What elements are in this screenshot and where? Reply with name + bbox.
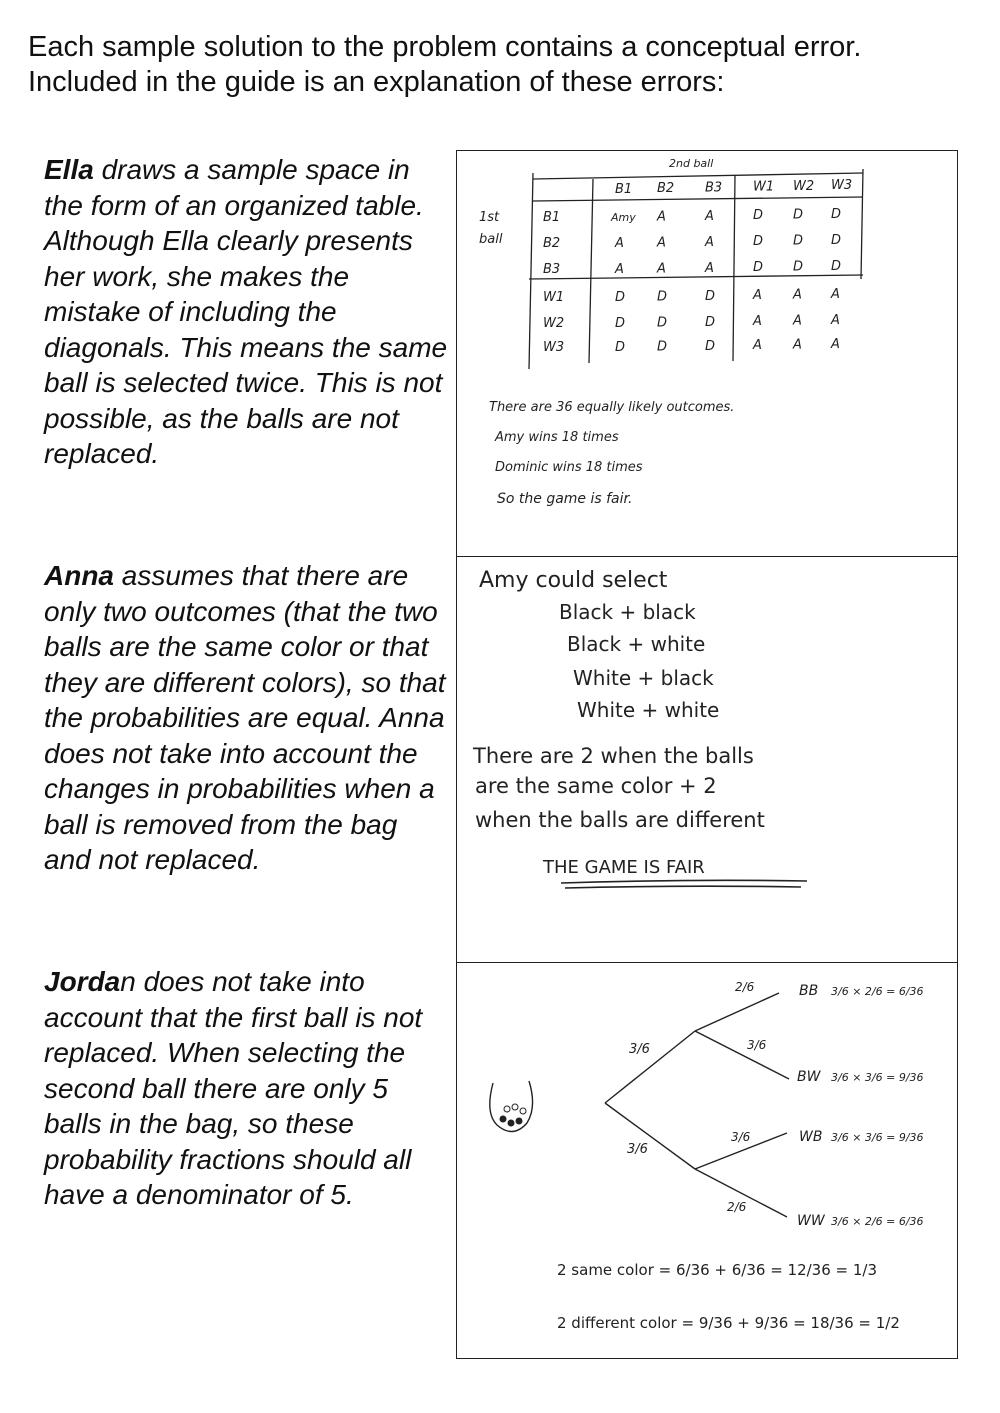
table-cell: D bbox=[753, 260, 764, 276]
outcome-calculations bbox=[797, 983, 924, 1229]
table-cell: D bbox=[753, 234, 764, 250]
intro-line-1: Each sample solution to the problem contains a conceptual error. bbox=[28, 31, 862, 63]
anna-work-drawing bbox=[457, 557, 957, 963]
anna-explanation bbox=[44, 558, 449, 878]
table-cell: A bbox=[831, 313, 840, 328]
intro-text bbox=[28, 30, 978, 100]
table-cell: A bbox=[753, 288, 762, 304]
branch-probability: 3/6 bbox=[627, 1142, 648, 1157]
table-cell: D bbox=[831, 259, 842, 274]
outcome-label: BW bbox=[797, 1069, 821, 1085]
table-cell: D bbox=[615, 316, 626, 331]
table-cell: A bbox=[793, 337, 802, 353]
outcome-label: BB bbox=[799, 983, 819, 999]
tree-diagram bbox=[605, 993, 789, 1217]
table-cell: D bbox=[705, 288, 716, 304]
table-cell: A bbox=[615, 262, 624, 277]
work-line: Black + white bbox=[567, 632, 706, 656]
table-cell: D bbox=[615, 290, 626, 305]
table-cell: A bbox=[657, 261, 666, 277]
table-cell: D bbox=[657, 289, 668, 305]
table-cell: D bbox=[831, 207, 842, 222]
work-line: White + white bbox=[577, 698, 720, 722]
jordan-solution-panel bbox=[457, 962, 957, 1359]
branch-probability: 3/6 bbox=[629, 1042, 650, 1057]
table-cell: D bbox=[831, 233, 842, 248]
anna-solution-panel bbox=[457, 556, 957, 963]
jordan-explanation bbox=[44, 964, 449, 1213]
work-line: are the same color + 2 bbox=[475, 774, 717, 798]
col-head: W3 bbox=[831, 178, 853, 193]
table-cell: A bbox=[753, 314, 762, 330]
work-line: There are 2 when the balls bbox=[473, 744, 754, 768]
row-title-2: ball bbox=[479, 232, 503, 247]
explanation-text: n does not take into account that the first ball is not replaced. When selecting the second ball there are only 5 balls in the bag, so these probability fractions should all have a denominator of 5. bbox=[44, 966, 423, 1210]
table-cell: D bbox=[793, 207, 804, 223]
table-cell: A bbox=[657, 209, 666, 225]
note-line: There are 36 equally likely outcomes. bbox=[489, 400, 735, 415]
branch-probability: 3/6 bbox=[747, 1038, 767, 1052]
table-cell: D bbox=[793, 259, 804, 275]
table-cell: D bbox=[705, 338, 716, 354]
table-cell: A bbox=[793, 287, 802, 303]
branch-probability: 2/6 bbox=[735, 980, 755, 994]
ella-explanation bbox=[44, 152, 449, 472]
row-head: W3 bbox=[543, 340, 565, 355]
ella-work-drawing bbox=[457, 151, 957, 556]
table-cell: A bbox=[793, 313, 802, 329]
work-line: Amy could select bbox=[479, 568, 668, 593]
row-title-1: 1st bbox=[479, 210, 500, 225]
outcome-calc: 3/6 × 3/6 = 9/36 bbox=[831, 1071, 924, 1084]
table-cell: A bbox=[705, 208, 714, 224]
table-cell: D bbox=[657, 315, 668, 331]
note-line: Amy wins 18 times bbox=[495, 430, 619, 445]
work-line: when the balls are different bbox=[475, 808, 765, 832]
col-head: B2 bbox=[657, 181, 675, 197]
branch-probability: 3/6 bbox=[731, 1130, 751, 1144]
branch-labels bbox=[627, 980, 767, 1214]
row-head: W1 bbox=[543, 290, 565, 305]
explanation-text: assumes that there are only two outcomes (that the two balls are the same color or that they are different colors), so that the probabilities are equal. Anna does not take into account the changes in probabilities when a ball is removed from the bag and not replaced. bbox=[44, 560, 446, 875]
student-name: Ella bbox=[44, 154, 94, 185]
note-line: So the game is fair. bbox=[497, 491, 633, 507]
work-line: Black + black bbox=[559, 600, 696, 624]
outcome-calc: 3/6 × 3/6 = 9/36 bbox=[831, 1131, 924, 1144]
outcome-calc: 3/6 × 2/6 = 6/36 bbox=[831, 1215, 924, 1228]
same-color-total: 2 same color = 6/36 + 6/36 = 12/36 = 1/3 bbox=[557, 1261, 878, 1279]
work-line: White + black bbox=[573, 666, 714, 690]
table-cell: A bbox=[705, 234, 714, 250]
table-cell: D bbox=[657, 339, 668, 355]
col-head: B3 bbox=[705, 180, 723, 196]
table-cell: A bbox=[657, 235, 666, 251]
row-head: B2 bbox=[543, 236, 561, 251]
table-cell: D bbox=[705, 314, 716, 330]
col-head: W2 bbox=[793, 178, 815, 194]
table-cell: D bbox=[615, 340, 626, 355]
table-cell: A bbox=[705, 260, 714, 276]
table-cell: Amy bbox=[611, 211, 636, 224]
table-cell: D bbox=[753, 208, 764, 224]
branch-probability: 2/6 bbox=[727, 1200, 747, 1214]
col-head: W1 bbox=[753, 179, 775, 195]
ella-solution-panel bbox=[457, 151, 957, 556]
intro-line-2: Included in the guide is an explanation of these errors: bbox=[28, 66, 725, 98]
table-cell: A bbox=[753, 338, 762, 354]
row-head: W2 bbox=[543, 316, 565, 331]
col-head: B1 bbox=[615, 182, 633, 197]
outcome-label: WB bbox=[799, 1129, 823, 1145]
col-title: 2nd ball bbox=[669, 157, 714, 170]
jordan-work-drawing bbox=[457, 963, 957, 1359]
row-head: B1 bbox=[543, 210, 561, 225]
table-cell: A bbox=[831, 287, 840, 302]
table-cell: A bbox=[615, 236, 624, 251]
conclusion: THE GAME IS FAIR bbox=[543, 857, 705, 878]
table-cell: A bbox=[831, 337, 840, 352]
note-line: Dominic wins 18 times bbox=[495, 460, 643, 475]
table-cell: D bbox=[793, 233, 804, 249]
explanation-text: draws a sample space in the form of an organized table. Although Ella clearly presents her work, she makes the mistake of including the diagonals. This means the same ball is selected twice. This is not possible, as the balls are not replaced. bbox=[44, 154, 448, 469]
different-color-total: 2 different color = 9/36 + 9/36 = 18/36 = 1/2 bbox=[557, 1314, 900, 1332]
student-name: Jorda bbox=[44, 966, 121, 997]
row-head: B3 bbox=[543, 262, 561, 277]
bag-icon bbox=[490, 1081, 533, 1132]
sample-solutions bbox=[456, 150, 958, 1359]
outcome-label: WW bbox=[797, 1213, 825, 1229]
outcome-calc: 3/6 × 2/6 = 6/36 bbox=[831, 985, 924, 998]
student-name: Anna bbox=[44, 560, 114, 591]
